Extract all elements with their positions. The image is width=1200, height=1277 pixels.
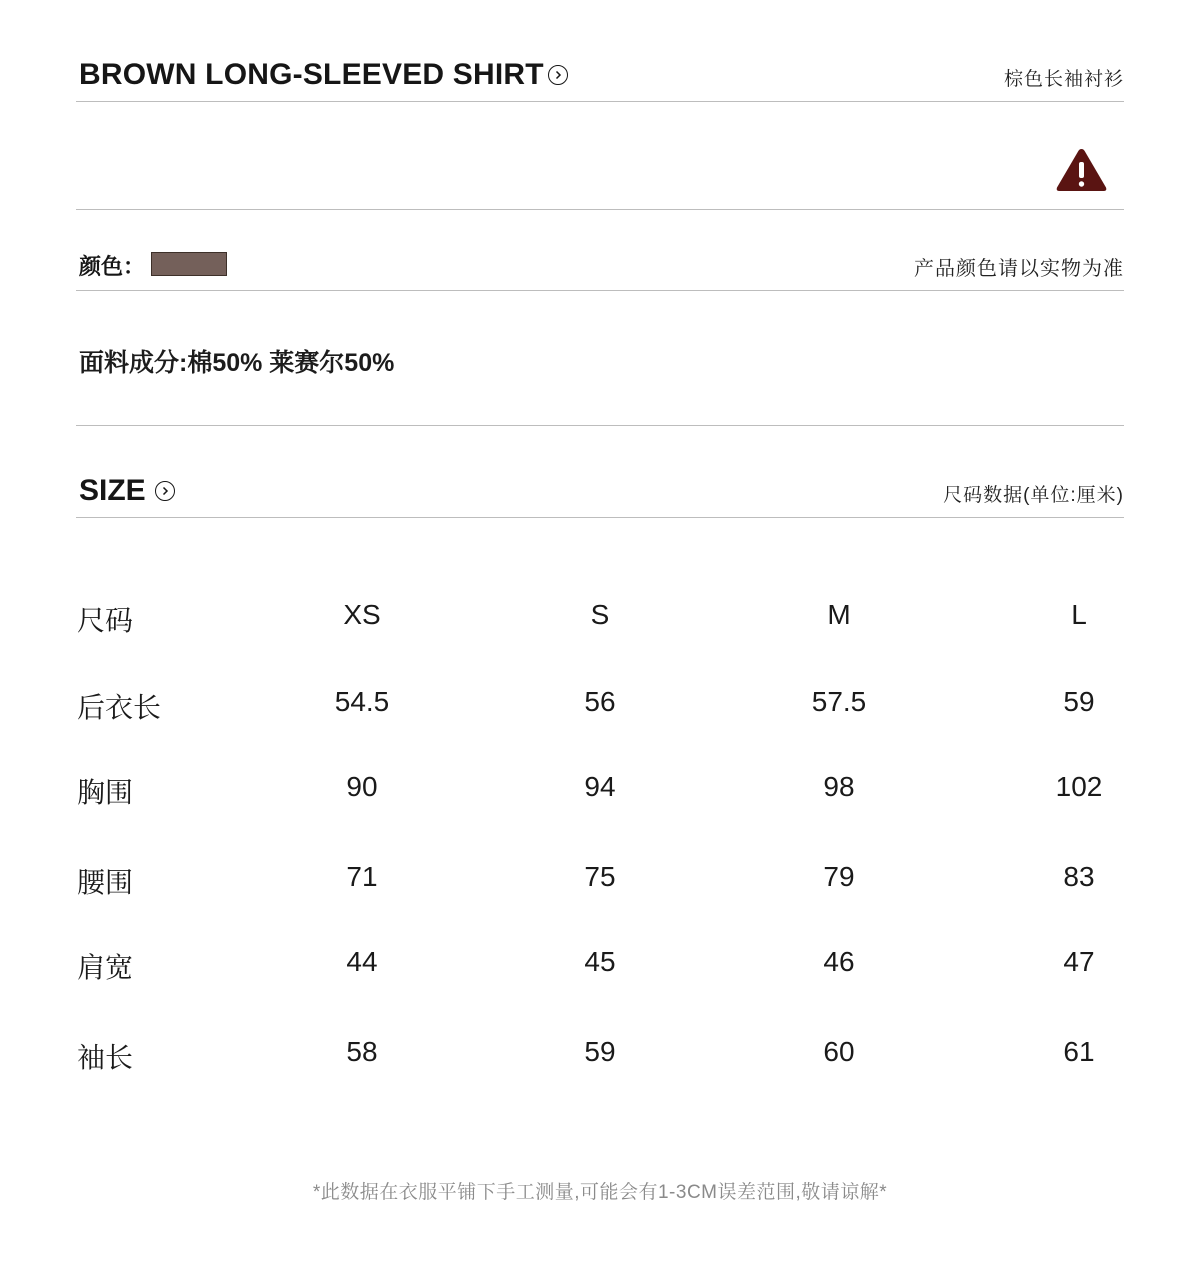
table-cell: 56 — [584, 686, 616, 717]
size-title-text: SIZE — [79, 474, 146, 507]
table-row-label: 后衣长 — [77, 692, 162, 723]
table-row — [0, 686, 1200, 726]
circle-chevron-right-icon[interactable] — [155, 481, 175, 501]
table-header-cell: L — [1071, 599, 1087, 630]
table-cell: 75 — [584, 861, 616, 892]
table-cell: 44 — [346, 946, 378, 977]
table-cell: 79 — [823, 861, 855, 892]
circle-chevron-right-icon[interactable] — [548, 65, 568, 85]
table-header-cell: 尺码 — [77, 605, 134, 636]
table-cell: 59 — [584, 1036, 616, 1067]
size-section-title — [79, 474, 175, 508]
table-cell: 54.5 — [334, 686, 390, 717]
color-label: 颜色： — [79, 254, 146, 279]
table-cell: 58 — [346, 1036, 378, 1067]
table-row-label: 袖长 — [77, 1042, 134, 1073]
table-header-cell: S — [590, 599, 610, 630]
product-title — [79, 58, 568, 92]
table-cell: 83 — [1063, 861, 1095, 892]
divider — [76, 101, 1124, 102]
color-swatch — [151, 252, 227, 276]
table-cell: 94 — [584, 771, 616, 802]
table-cell: 57.5 — [811, 686, 867, 717]
size-unit-note: 尺码数据(单位:厘米) — [943, 485, 1124, 506]
divider — [76, 209, 1124, 210]
divider — [76, 290, 1124, 291]
table-cell: 102 — [1055, 771, 1103, 802]
table-cell: 71 — [346, 861, 378, 892]
table-cell: 46 — [823, 946, 855, 977]
table-header-row — [0, 599, 1200, 639]
table-cell: 98 — [823, 771, 855, 802]
table-cell: 61 — [1063, 1036, 1095, 1067]
table-cell: 59 — [1063, 686, 1095, 717]
table-cell: 60 — [823, 1036, 855, 1067]
table-cell: 47 — [1063, 946, 1095, 977]
table-cell: 90 — [346, 771, 378, 802]
table-row-label: 胸围 — [77, 777, 134, 808]
table-row — [0, 946, 1200, 986]
product-title-cn: 棕色长袖衬衫 — [1003, 69, 1124, 90]
table-row-label: 腰围 — [77, 867, 134, 898]
table-row — [0, 861, 1200, 901]
table-row-label: 肩宽 — [77, 952, 134, 983]
color-note: 产品颜色请以实物为准 — [914, 258, 1124, 280]
fabric-composition: 面料成分:棉50% 莱赛尔50% — [79, 349, 395, 377]
product-title-text: BROWN LONG-SLEEVED SHIRT — [79, 58, 544, 91]
divider — [76, 517, 1124, 518]
table-row — [0, 1036, 1200, 1076]
table-header-cell: XS — [343, 599, 381, 630]
table-row — [0, 771, 1200, 811]
table-header-cell: M — [827, 599, 851, 630]
divider — [76, 425, 1124, 426]
table-cell: 45 — [584, 946, 616, 977]
measurement-footnote: *此数据在衣服平铺下手工测量,可能会有1-3CM误差范围,敬请谅解* — [312, 1182, 888, 1203]
warning-triangle-icon — [1055, 147, 1108, 193]
